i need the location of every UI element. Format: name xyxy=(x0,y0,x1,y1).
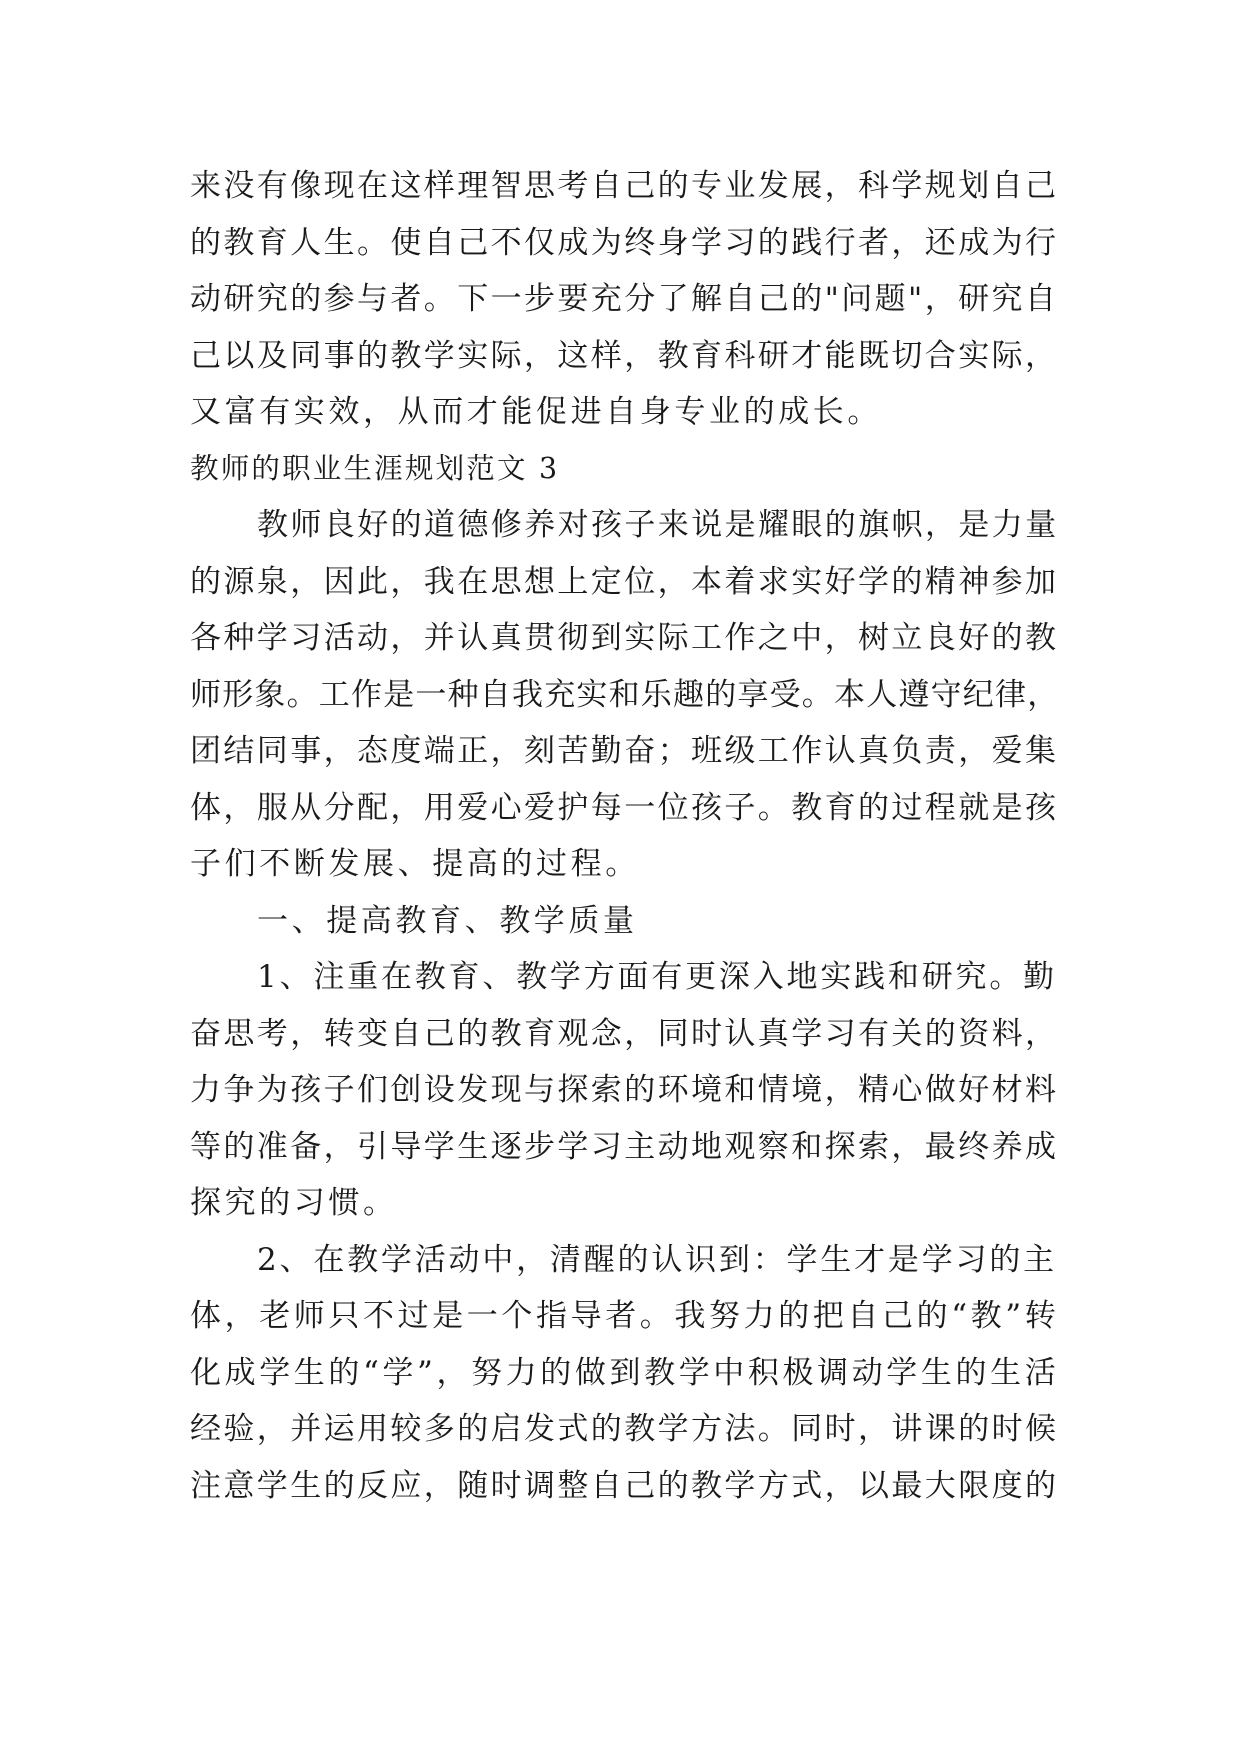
text-line: 1、注重在教育、教学方面有更深入地实践和研究。勤 xyxy=(257,959,1057,995)
text-line: 又富有实效，从而才能促进自身专业的成长。 xyxy=(190,394,882,430)
document-body xyxy=(190,158,1060,1514)
text-line: 各种学习活动，并认真贯彻到实际工作之中，树立良好的教 xyxy=(190,620,1059,656)
text-line: 动研究的参与者。下一步要充分了解自己的"问题"，研究自 xyxy=(190,281,1059,317)
text-line: 奋思考，转变自己的教育观念，同时认真学习有关的资料， xyxy=(190,1015,1059,1052)
text-line: 2、在教学活动中，清醒的认识到：学生才是学习的主 xyxy=(257,1241,1057,1278)
text-line: 来没有像现在这样理智思考自己的专业发展，科学规划自己 xyxy=(190,168,1059,204)
text-line: 师形象。工作是一种自我充实和乐趣的享受。本人遵守纪律， xyxy=(190,676,1060,713)
text-line: 经验，并运用较多的启发式的教学方法。同时，讲课的时候 xyxy=(190,1411,1059,1447)
section-heading: 教师的职业生涯规划范文 3 xyxy=(190,451,560,485)
text-line: 化成学生的“学”，努力的做到教学中积极调动学生的生活 xyxy=(190,1354,1060,1391)
text-line: 的源泉，因此，我在思想上定位，本着求实好学的精神参加 xyxy=(190,563,1059,600)
text-line: 探究的习惯。 xyxy=(190,1185,398,1221)
text-line: 的教育人生。使自己不仅成为终身学习的践行者，还成为行 xyxy=(190,224,1059,261)
text-line: 一、提高教育、教学质量 xyxy=(257,902,638,939)
text-line: 体，老师只不过是一个指导者。我努力的把自己的“教”转 xyxy=(190,1298,1060,1334)
text-line: 子们不断发展、提高的过程。 xyxy=(190,846,640,882)
text-line: 等的准备，引导学生逐步学习主动地观察和探索，最终养成 xyxy=(190,1128,1059,1165)
text-line: 注意学生的反应，随时调整自己的教学方式，以最大限度的 xyxy=(190,1467,1059,1504)
text-line: 团结同事，态度端正，刻苦勤奋；班级工作认真负责，爱集 xyxy=(190,733,1059,769)
text-line: 己以及同事的教学实际，这样，教育科研才能既切合实际， xyxy=(190,337,1059,374)
text-line: 力争为孩子们创设发现与探索的环境和情境，精心做好材料 xyxy=(190,1072,1059,1108)
text-line: 教师良好的道德修养对孩子来说是耀眼的旗帜，是力量 xyxy=(257,507,1059,543)
text-line: 体，服从分配，用爱心爱护每一位孩子。教育的过程就是孩 xyxy=(190,789,1059,826)
